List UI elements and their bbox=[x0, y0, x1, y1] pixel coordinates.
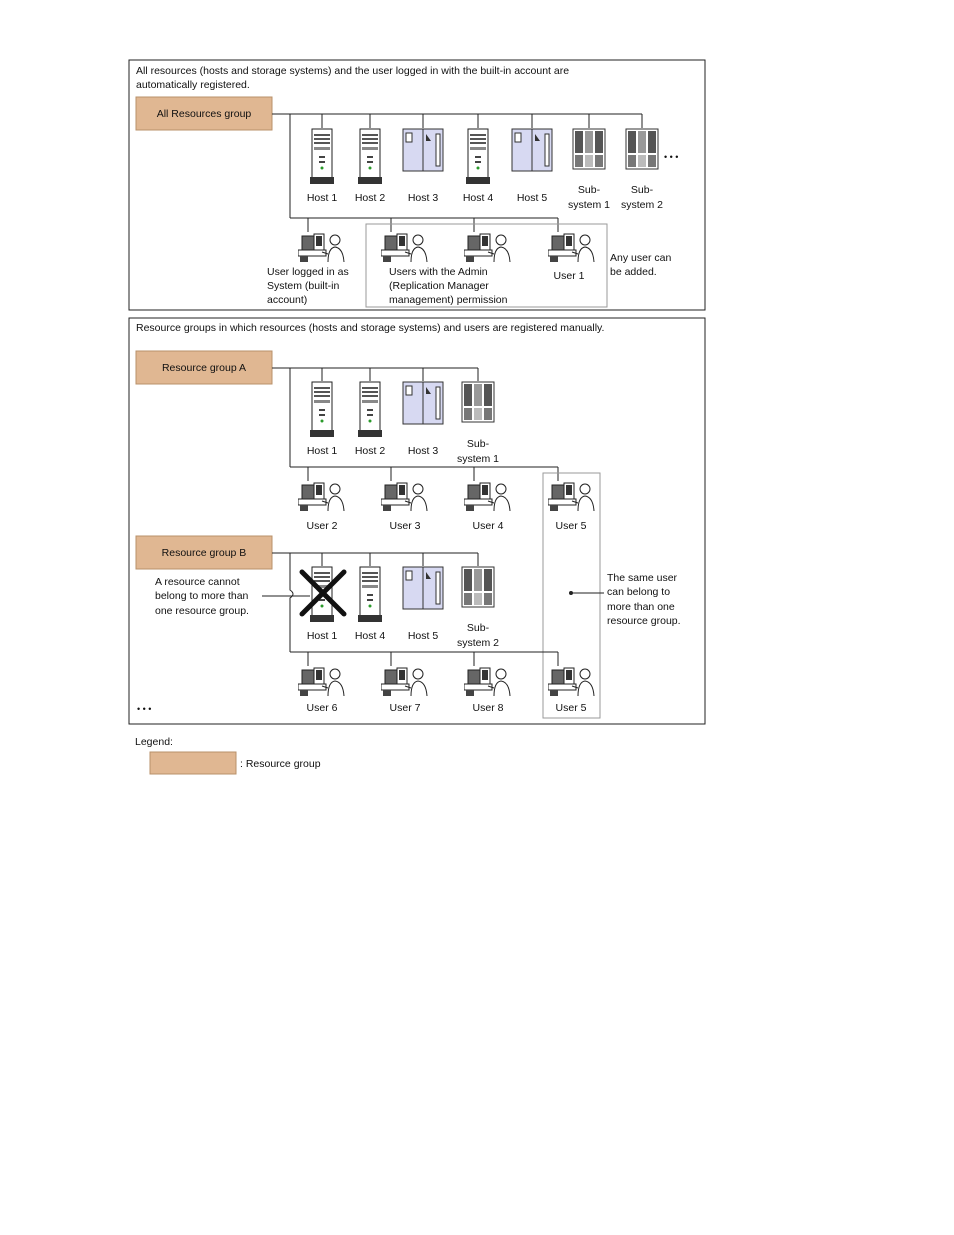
user-1-icon bbox=[548, 234, 594, 262]
b-host-1-crossed bbox=[302, 567, 344, 642]
legend-item-label: : Resource group bbox=[240, 758, 321, 770]
a-host-1 bbox=[307, 382, 338, 457]
p1-host-5-storage bbox=[512, 129, 552, 204]
user-2-icon bbox=[298, 483, 344, 511]
note-cannot-line-1: A resource cannot bbox=[155, 576, 240, 588]
p1-host-3-label: Host 3 bbox=[407, 192, 439, 204]
a-subsystem-1-label-a: Sub- bbox=[466, 438, 490, 450]
user-1-label: User 1 bbox=[553, 270, 585, 282]
user-8-icon bbox=[464, 668, 510, 696]
all-resources-group-label: All Resources group bbox=[156, 108, 252, 120]
p1-host-1-label: Host 1 bbox=[306, 192, 338, 204]
p1-host-5-label: Host 5 bbox=[516, 192, 548, 204]
p1-ellipsis: • • • bbox=[664, 152, 679, 162]
user-5b-label: User 5 bbox=[555, 702, 587, 714]
user-3-label: User 3 bbox=[389, 520, 421, 532]
user-5a-label: User 5 bbox=[555, 520, 587, 532]
same-user-pointer-dot bbox=[569, 591, 573, 595]
legend-resource-group-swatch bbox=[150, 752, 236, 774]
note-same-user-line-3: more than one bbox=[607, 601, 675, 613]
panel1-description-line1: All resources (hosts and storage systems) and the user logged in with the built-in account are bbox=[136, 65, 570, 77]
resource-group-b-label: Resource group B bbox=[161, 547, 247, 559]
p1-subsystem-1-label-a: Sub- bbox=[577, 184, 601, 196]
a-host-1-label: Host 1 bbox=[306, 445, 338, 457]
note-same-user-line-2: can belong to bbox=[607, 586, 671, 598]
all-resources-group bbox=[136, 97, 272, 130]
resource-group-a bbox=[136, 351, 272, 384]
resource-group-b bbox=[136, 536, 272, 569]
legend-title: Legend: bbox=[135, 736, 173, 748]
user-7-icon bbox=[381, 668, 427, 696]
b-subsystem-2-label-a: Sub- bbox=[466, 622, 490, 634]
builtin-user-icon bbox=[298, 234, 344, 262]
user-5a-icon bbox=[548, 483, 594, 511]
p1-host-2-label: Host 2 bbox=[354, 192, 386, 204]
note-same-user-line-4: resource group. bbox=[607, 615, 681, 627]
a-subsystem-1-label-b: system 1 bbox=[456, 453, 500, 465]
any-user-line-2: be added. bbox=[610, 266, 657, 278]
p1-subsystem-2-label-a: Sub- bbox=[630, 184, 654, 196]
user-6-icon bbox=[298, 668, 344, 696]
a-host-3-label: Host 3 bbox=[407, 445, 439, 457]
admin-user-line-1: Users with the Admin bbox=[389, 266, 488, 278]
b-host-4 bbox=[355, 567, 386, 642]
p1-subsystem-2 bbox=[621, 129, 663, 211]
user-7-label: User 7 bbox=[389, 702, 421, 714]
user-6-label: User 6 bbox=[306, 702, 338, 714]
b-subsystem-2-label-b: system 2 bbox=[456, 637, 500, 649]
a-host-2-label: Host 2 bbox=[354, 445, 386, 457]
note-cannot-line-3: one resource group. bbox=[155, 605, 249, 617]
p1-host-2 bbox=[355, 129, 386, 204]
b-host-5-storage bbox=[403, 567, 443, 642]
p1-subsystem-1 bbox=[568, 129, 610, 211]
builtin-user-line-1: User logged in as bbox=[267, 266, 349, 278]
builtin-user-line-3: account) bbox=[267, 294, 308, 306]
panel2-description: Resource groups in which resources (hosts and storage systems) and users are registered manually. bbox=[136, 322, 605, 334]
note-cannot-line-2: belong to more than bbox=[155, 590, 249, 602]
user-5b-icon bbox=[548, 668, 594, 696]
p1-subsystem-2-label-b: system 2 bbox=[620, 199, 664, 211]
a-host-3-storage bbox=[403, 382, 443, 457]
b-host-5-label: Host 5 bbox=[407, 630, 439, 642]
admin-user-icon-1 bbox=[381, 234, 427, 262]
panel1-description-line2: automatically registered. bbox=[136, 79, 250, 91]
user-4-label: User 4 bbox=[472, 520, 504, 532]
p1-host-1 bbox=[307, 129, 338, 204]
resource-group-a-label: Resource group A bbox=[161, 362, 247, 374]
b-host-4-label: Host 4 bbox=[354, 630, 386, 642]
b-host-1-label: Host 1 bbox=[306, 630, 338, 642]
a-host-2 bbox=[355, 382, 386, 457]
admin-user-line-2: (Replication Manager bbox=[389, 280, 489, 292]
p1-host-4-label: Host 4 bbox=[462, 192, 494, 204]
p1-host-4 bbox=[463, 129, 494, 204]
user-2-label: User 2 bbox=[306, 520, 338, 532]
p2-ellipsis: • • • bbox=[137, 704, 152, 714]
builtin-user-line-2: System (built-in bbox=[267, 280, 340, 292]
p1-host-3-storage bbox=[403, 129, 443, 204]
admin-user-line-3: management) permission bbox=[389, 294, 508, 306]
user-4-icon bbox=[464, 483, 510, 511]
p1-subsystem-1-label-b: system 1 bbox=[567, 199, 611, 211]
any-user-line-1: Any user can bbox=[610, 252, 672, 264]
a-subsystem-1 bbox=[457, 382, 499, 465]
note-same-user-line-1: The same user bbox=[607, 572, 678, 584]
b-subsystem-2 bbox=[457, 567, 499, 649]
user-8-label: User 8 bbox=[472, 702, 504, 714]
user-3-icon bbox=[381, 483, 427, 511]
admin-user-icon-2 bbox=[464, 234, 510, 262]
